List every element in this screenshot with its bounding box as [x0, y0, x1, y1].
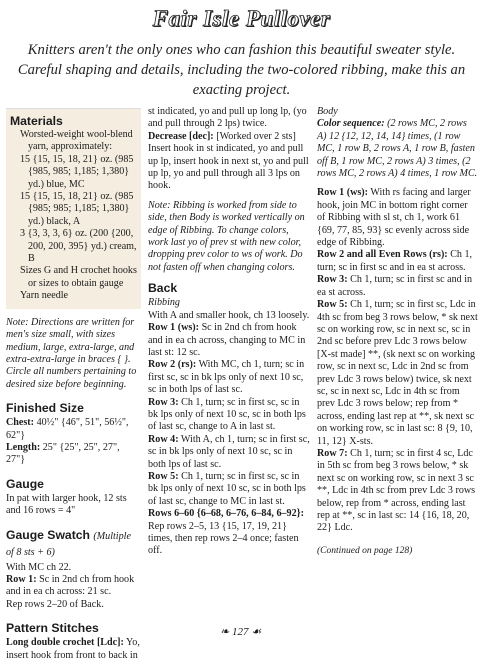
back-row-label: Row 4:	[148, 433, 179, 445]
back-row-text: With A, ch 1, turn; sc in first sc, sc in bk lps only of next 10 sc, sc in both lps of last sc.	[148, 433, 310, 470]
body-row-label: Row 1 (ws):	[317, 187, 369, 199]
dec-definition	[148, 131, 311, 193]
materials-item: Sizes G and H crochet hooks or sizes to obtain gauge	[20, 265, 137, 289]
ldc-continued: st indicated, yo and pull up long lp, (yo and pull through 2 lps) twice.	[148, 106, 307, 130]
color-sequence-label: Color sequence:	[317, 118, 385, 130]
back-intro: With A and smaller hook, ch 13 loosely.	[148, 309, 310, 321]
ornament-left: ❧	[220, 626, 232, 638]
length-line	[6, 442, 141, 467]
body-row	[317, 187, 478, 249]
ldc-text: Yo, insert hook from front to back in	[6, 637, 140, 661]
row1-text: Sc in 2nd ch from hook and in ea ch across: 21 sc.	[6, 573, 135, 598]
length-value: 25" {25", 25", 27", 27"}	[6, 441, 120, 466]
materials-item: Yarn needle	[20, 290, 69, 302]
ldc-definition	[6, 637, 141, 662]
dec-text: [Worked over 2 sts] Insert hook in st indicated, yo and pull up lp, insert hook in next st, yo and pull up lp, yo and pull through all 3 lps on hook.	[148, 130, 309, 192]
back-row-label: Row 5:	[148, 470, 179, 482]
body-row-text: With rs facing and larger hook, join MC in bottom right corner of Ribbing with sl st, ch 1, work 61 {69, 77, 85, 93} sc evenly across side edge of Ribbing.	[317, 187, 471, 249]
back-heading: Back	[148, 281, 178, 296]
chest-line	[6, 417, 141, 442]
back-row-text: Sc in 2nd ch from hook and in ea ch across, changing to MC in last st: 12 sc.	[148, 322, 306, 358]
back-row-label: Row 3:	[148, 396, 179, 408]
color-sequence-text: (2 rows MC, 2 rows A) 12 {12, 12, 14, 14} times, (1 row MC, 1 row B, 2 rows A, 1 row B, fasten off B, 1 row MC, 2 rows A) 3 times, (2 rows MC, 2 rows A) 4 times, 1 row MC.	[317, 118, 478, 180]
body-row-text: Ch 1, turn; sc in first sc, Ldc in 4th sc from beg 3 rows below, * sk next sc on working row, sc in next sc, sc in 2nd sc before prev Ldc 3 rows below [X-st made] **, (sk next sc on working row, sc in next sc, Ldc in 2nd sc from prev Ldc 3 rows below) twice, sk next sc, sc in next sc, Ldc in 4th sc from prev Ldc 3 rows below; rep from * across, ending last rep at **, sk next sc on working row, sc in last sc: 8 {9, 10, 11, 12} X-sts.	[317, 299, 478, 447]
dec-label: Decrease [dec]:	[148, 130, 214, 142]
gauge-swatch-title: Gauge Swatch	[6, 527, 90, 542]
length-label: Length:	[6, 441, 41, 453]
back-row	[148, 359, 311, 396]
body-row	[317, 448, 478, 535]
gauge-swatch-heading	[6, 528, 141, 560]
page-number-value: 127	[231, 626, 249, 638]
pattern-stitches-heading: Pattern Stitches	[6, 621, 99, 636]
back-row	[148, 471, 311, 508]
materials-item: 3 {3, 3, 3, 6} oz. (200 {200, 200, 200, 395} yd.) cream, B	[20, 228, 137, 265]
back-row-label: Row 1 (ws):	[148, 322, 200, 334]
body-row-label: Row 7:	[317, 447, 348, 459]
body-row-text: Ch 1, turn; sc in first 4 sc, Ldc in 5th sc from beg 3 rows below, * sk next sc on working row, sc in next 3 sc **, Ldc in 4th sc from prev Ldc 3 rows below, rep from * across, ending last rep at **, sc in last sc: 14 {16, 18, 20, 22} Ldc.	[317, 447, 476, 534]
body-row-label: Row 3:	[317, 274, 348, 286]
back-row-text: With MC, ch 1, turn; sc in first sc, sc in bk lps only of next 10 sc, sc in both lps of last sc.	[148, 359, 305, 396]
back-row	[148, 397, 311, 434]
finished-size-heading: Finished Size	[6, 401, 84, 416]
materials-item: 15 {15, 15, 18, 21} oz. (985 {985; 985; 1,185; 1,380} yd.) black, A	[20, 191, 134, 227]
back-row-text: Rep rows 2–5, 13 {15, 17, 19, 21} times, then rep rows 2–4 once; fasten off.	[148, 520, 299, 557]
column-middle	[148, 106, 311, 558]
ornament-right: ☙	[248, 626, 262, 638]
body-row	[317, 274, 478, 299]
materials-heading: Materials	[10, 114, 63, 128]
page-number	[220, 625, 261, 638]
chest-value: 40½" {46", 51", 56½", 62"}	[6, 417, 129, 441]
chest-label: Chest:	[6, 417, 35, 429]
back-row	[148, 434, 311, 471]
gauge-swatch-row1	[6, 574, 141, 599]
body-row	[317, 299, 478, 448]
materials-box	[6, 108, 141, 309]
back-row-text: Ch 1, turn; sc in first sc, sc in bk lps only of next 10 sc, sc in both lps of last sc, change to MC in last st.	[148, 470, 306, 507]
body-row-label: Row 5:	[317, 299, 348, 311]
page-title: Fair Isle Pullover	[152, 6, 331, 31]
gauge-swatch-line1: With MC ch 22.	[6, 561, 72, 573]
body-row-label: Row 2 and all Even Rows (rs):	[317, 249, 448, 261]
back-row-text: Ch 1, turn; sc in first sc, sc in bk lps only of next 10 sc, sc in both lps of last sc, change to A in last st.	[148, 396, 306, 433]
color-sequence	[317, 118, 478, 180]
gauge-heading: Gauge	[6, 476, 44, 491]
column-right	[317, 106, 478, 557]
ribbing-subheading: Ribbing	[148, 297, 180, 309]
body-row-text: Ch 1, turn; sc in first sc and in ea st across.	[317, 249, 473, 273]
gauge-swatch-rep: Rep rows 2–20 of Back.	[6, 598, 104, 610]
body-row	[317, 249, 478, 274]
intro-text: Knitters aren't the only ones who can fashion this beautiful sweater style. Careful shaping and details, including the two-colored ribbing, make this an exacting project.	[17, 42, 466, 98]
materials-item: 15 {15, 15, 18, 21} oz. (985 {985, 985; 1,185; 1,380} yd.) blue, MC	[20, 153, 134, 190]
back-row	[148, 322, 311, 359]
back-row-label: Rows 6–60 {6–68, 6–76, 6–84, 6–92}:	[148, 508, 304, 520]
row1-label: Row 1:	[6, 573, 37, 585]
materials-yarn-desc: Worsted-weight wool-blend yarn, approximately:	[20, 129, 133, 153]
ribbing-note: Note: Ribbing is worked from side to side, then Body is worked vertically on edge of Ribbing. To change colors, work last yo of prev st with new color, dropping prev color to ws of work. Do not fasten off when changing colors.	[148, 199, 305, 273]
back-row-label: Row 2 (rs):	[148, 359, 197, 371]
body-subheading: Body	[317, 106, 338, 117]
gauge-swatch-note: (Multiple of 8 sts + 6)	[6, 530, 131, 558]
body-row-text: Ch 1, turn; sc in first sc and in ea st across.	[317, 274, 473, 298]
gauge-text: In pat with larger hook, 12 sts and 16 rows = 4"	[6, 492, 127, 517]
continued-note: (Continued on page 128)	[317, 545, 413, 556]
sizes-note: Note: Directions are written for men's size small, with sizes medium, large, extra-large, and extra-extra-large in braces { }. Circle all numbers pertaining to desired size before beginning.	[6, 316, 137, 390]
back-row	[148, 508, 311, 558]
ldc-label: Long double crochet [Ldc]:	[6, 637, 124, 649]
column-left	[6, 108, 141, 662]
